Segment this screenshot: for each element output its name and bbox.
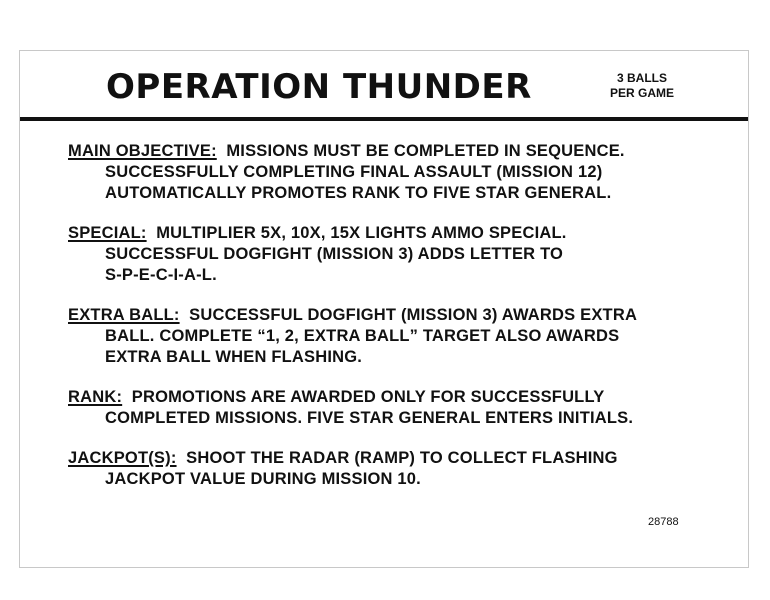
document-number: 28788 [648,516,679,528]
rules-list [68,141,728,509]
rule-text: MULTIPLIER 5X, 10X, 15X LIGHTS AMMO SPECIAL. [156,224,567,242]
rule-text: S-P-E-C-I-A-L. [105,266,217,284]
rule-text: SUCCESSFUL DOGFIGHT (MISSION 3) AWARDS EXTRA [189,306,638,324]
rule-text: AUTOMATICALLY PROMOTES RANK TO FIVE STAR GENERAL. [105,184,612,202]
rule-special [68,223,728,286]
rule-rank [68,387,728,429]
rule-extra-ball [68,305,728,368]
rule-first-line [68,141,728,162]
card-title: OPERATION THUNDER [106,67,532,107]
rule-first-line [68,387,728,408]
instruction-card [19,50,749,568]
rule-text: MISSIONS MUST BE COMPLETED IN SEQUENCE. [226,142,625,160]
rule-heading: RANK: [68,388,123,406]
rule-text: SUCCESSFULLY COMPLETING FINAL ASSAULT (MISSION 12) [105,163,603,181]
rule-text: PROMOTIONS ARE AWARDED ONLY FOR SUCCESSFULLY [131,388,605,406]
rule-heading: MAIN OBJECTIVE: [68,142,217,160]
title-divider [20,117,748,121]
rule-heading: EXTRA BALL: [68,306,180,324]
balls-per-game [610,71,674,101]
rule-heading: JACKPOT(S): [68,449,177,467]
rule-text: JACKPOT VALUE DURING MISSION 10. [105,470,421,488]
per-game-label: PER GAME [610,86,675,100]
rule-main-objective [68,141,728,204]
rule-text: EXTRA BALL WHEN FLASHING. [105,348,363,366]
rule-first-line [68,223,728,244]
rule-text: SHOOT THE RADAR (RAMP) TO COLLECT FLASHING [186,449,618,467]
rule-first-line [68,305,728,326]
rule-text: COMPLETED MISSIONS. FIVE STAR GENERAL ENTERS INITIALS. [105,409,634,427]
rule-jackpot [68,448,728,490]
rule-heading: SPECIAL: [68,224,147,242]
balls-count-label: 3 BALLS [617,71,668,85]
rule-text: SUCCESSFUL DOGFIGHT (MISSION 3) ADDS LETTER TO [105,245,564,263]
rule-first-line [68,448,728,469]
rule-text: BALL. COMPLETE “1, 2, EXTRA BALL” TARGET ALSO AWARDS [105,327,620,345]
